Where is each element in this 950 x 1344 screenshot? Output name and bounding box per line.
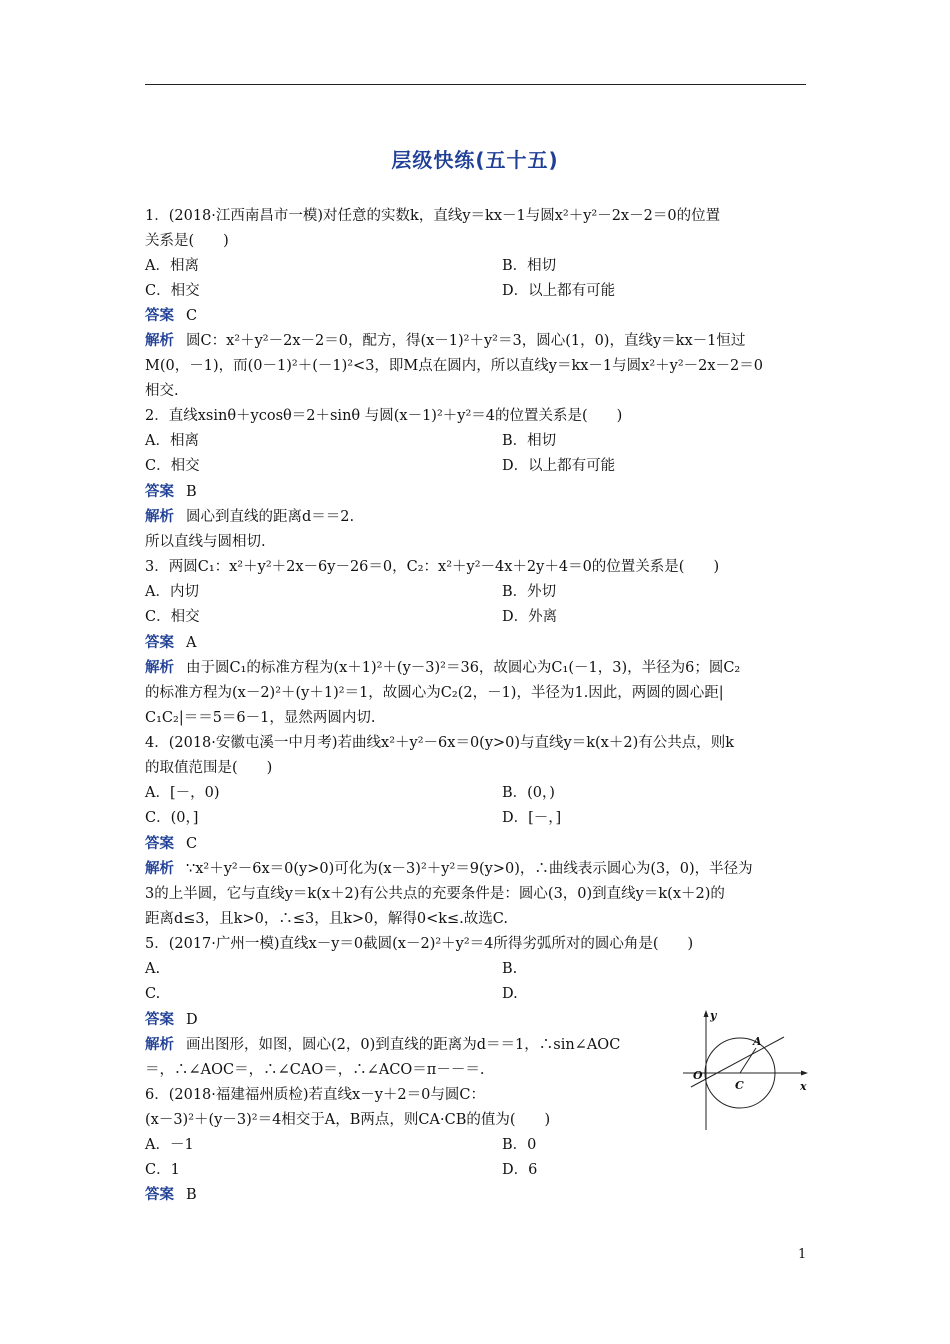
analysis-label: 解析 bbox=[145, 509, 174, 525]
q5-analysis-line-2: ＝，∴∠AOC＝，∴∠CAO＝，∴∠ACO＝π－－＝. bbox=[145, 1062, 485, 1078]
q3-analysis-line-1 bbox=[145, 656, 810, 681]
q2-option-a: A．相离 bbox=[145, 433, 199, 449]
radius-ca bbox=[740, 1048, 756, 1073]
q1-answer bbox=[145, 304, 810, 329]
q4-analysis-line-2: 3的上半圆，它与直线y＝k(x＋2)有公共点的充要条件是：圆心(3，0)到直线y＝k(x＋2)的 bbox=[145, 886, 725, 902]
y-axis-arrow bbox=[704, 1010, 709, 1017]
answer-label: 答案 bbox=[145, 484, 174, 500]
answer-label: 答案 bbox=[145, 1187, 174, 1203]
q5-analysis-text-1: 画出图形，如图，圆心(2，0)到直线的距离为d＝＝1，∴sin∠AOC bbox=[186, 1037, 621, 1053]
q3-answer bbox=[145, 631, 810, 656]
q5-option-c: C. bbox=[145, 986, 161, 1002]
q5-answer bbox=[145, 1008, 665, 1033]
q4-answer-value: C bbox=[186, 836, 198, 852]
analysis-label: 解析 bbox=[145, 660, 174, 676]
q6-answer bbox=[145, 1183, 810, 1208]
figure-label-x: x bbox=[800, 1080, 807, 1093]
q3-analysis-line-2: 的标准方程为(x－2)²＋(y＋1)²＝1，故圆心为C₂(2，－1)，半径为1.因此，两圆的圆心距| bbox=[145, 685, 724, 701]
q2-option-c: C．相交 bbox=[145, 458, 200, 474]
q4-stem-line-2: 的取值范围是( ) bbox=[145, 760, 273, 776]
q1-stem-line-2: 关系是( ) bbox=[145, 233, 229, 249]
q2-answer-value: B bbox=[186, 484, 197, 500]
q6-option-c: C．1 bbox=[145, 1162, 180, 1178]
circle-diagram bbox=[677, 1008, 810, 1132]
q4-analysis-line-3: 距离d≤3，且k>0，∴≤3，且k>0，解得0<k≤.故选C. bbox=[145, 911, 508, 927]
q2-option-b: B．相切 bbox=[502, 433, 557, 449]
q5-option-a: A. bbox=[145, 961, 161, 977]
q2-answer bbox=[145, 480, 810, 505]
q3-option-b: B．外切 bbox=[502, 584, 557, 600]
q3-answer-value: A bbox=[186, 635, 197, 651]
x-axis-arrow bbox=[801, 1071, 808, 1076]
q6-stem-line-1: 6．(2018·福建福州质检)若直线x－y＋2＝0与圆C： bbox=[145, 1087, 485, 1103]
figure-label-a: A bbox=[753, 1035, 762, 1048]
q1-option-a: A．相离 bbox=[145, 258, 199, 274]
q1-stem-line-1: 1．(2018·江西南昌市一模)对任意的实数k，直线y＝kx－1与圆x²＋y²－2x－2＝0的位置 bbox=[145, 208, 721, 224]
q6-option-d: D．6 bbox=[502, 1162, 538, 1178]
header-rule bbox=[145, 84, 806, 85]
q6-option-a: A．－1 bbox=[145, 1137, 194, 1153]
analysis-label: 解析 bbox=[145, 861, 174, 877]
q4-option-b: B．(0，) bbox=[502, 785, 555, 801]
q3-analysis-text-1: 由于圆C₁的标准方程为(x＋1)²＋(y－3)²＝36，故圆心为C₁(－1，3)，半径为6；圆C₂ bbox=[186, 660, 741, 676]
q5-stem-line-1: 5．(2017·广州一模)直线x－y＝0截圆(x－2)²＋y²＝4所得劣弧所对的圆心角是( ) bbox=[145, 936, 694, 952]
q6-answer-value: B bbox=[186, 1187, 197, 1203]
q3-stem-line-1: 3．两圆C₁：x²＋y²＋2x－6y－26＝0，C₂：x²＋y²－4x＋2y＋4＝0的位置关系是( ) bbox=[145, 559, 720, 575]
q1-analysis-line-1 bbox=[145, 329, 810, 354]
q4-analysis-line-1 bbox=[145, 857, 810, 882]
figure-label-o: O bbox=[693, 1069, 703, 1082]
q4-stem-line-1: 4．(2018·安徽屯溪一中月考)若曲线x²＋y²－6x＝0(y>0)与直线y＝k(x＋2)有公共点，则k bbox=[145, 735, 735, 751]
q4-option-d: D．[－，] bbox=[502, 810, 562, 826]
page-title: 层级快练(五十五) bbox=[391, 148, 559, 172]
q1-analysis-line-3: 相交. bbox=[145, 383, 179, 399]
answer-label: 答案 bbox=[145, 1012, 174, 1028]
q6-option-b: B．0 bbox=[502, 1137, 537, 1153]
q1-answer-value: C bbox=[186, 308, 198, 324]
q2-stem-line-1: 2．直线xsinθ＋ycosθ＝2＋sinθ 与圆(x－1)²＋y²＝4的位置关系是( ) bbox=[145, 408, 623, 424]
q2-analysis-line-2: 所以直线与圆相切. bbox=[145, 534, 266, 550]
q3-option-a: A．内切 bbox=[145, 584, 199, 600]
q4-analysis-text-1: ∵x²＋y²－6x＝0(y>0)可化为(x－3)²＋y²＝9(y>0)，∴曲线表示圆心为(3，0)，半径为 bbox=[186, 861, 753, 877]
figure-label-c: C bbox=[735, 1079, 744, 1092]
q1-analysis-line-2: M(0，－1)，而(0－1)²＋(－1)²<3，即M点在圆内，所以直线y＝kx－1与圆x²＋y²－2x－2＝0 bbox=[145, 358, 763, 374]
q4-answer bbox=[145, 832, 810, 857]
q2-option-d: D．以上都有可能 bbox=[502, 458, 616, 474]
q5-option-d: D. bbox=[502, 986, 518, 1002]
q3-option-c: C．相交 bbox=[145, 609, 200, 625]
q1-option-c: C．相交 bbox=[145, 283, 200, 299]
q6-stem-line-2: (x－3)²＋(y－3)²＝4相交于A，B两点，则CA·CB的值为( ) bbox=[145, 1112, 551, 1128]
answer-label: 答案 bbox=[145, 308, 174, 324]
q1-option-b: B．相切 bbox=[502, 258, 557, 274]
q3-option-d: D．外离 bbox=[502, 609, 558, 625]
q2-analysis-text-1: 圆心到直线的距离d＝＝2. bbox=[186, 509, 355, 525]
q3-analysis-line-3: C₁C₂|＝＝5＝6－1，显然两圆内切. bbox=[145, 710, 376, 726]
q5-answer-value: D bbox=[186, 1012, 198, 1028]
analysis-label: 解析 bbox=[145, 1037, 174, 1053]
q4-option-c: C．(0，] bbox=[145, 810, 199, 826]
analysis-label: 解析 bbox=[145, 333, 174, 349]
q1-option-d: D．以上都有可能 bbox=[502, 283, 616, 299]
q4-option-a: A．[－，0) bbox=[145, 785, 220, 801]
q2-analysis-line-1 bbox=[145, 505, 810, 530]
figure-label-y: y bbox=[710, 1009, 717, 1022]
q1-analysis-text-1: 圆C：x²＋y²－2x－2＝0，配方，得(x－1)²＋y²＝3，圆心(1，0)，直线y＝kx－1恒过 bbox=[186, 333, 746, 349]
q5-analysis-line-1 bbox=[145, 1033, 670, 1058]
answer-label: 答案 bbox=[145, 635, 174, 651]
page-number: 1 bbox=[798, 1247, 807, 1262]
answer-label: 答案 bbox=[145, 836, 174, 852]
q5-option-b: B. bbox=[502, 961, 518, 977]
